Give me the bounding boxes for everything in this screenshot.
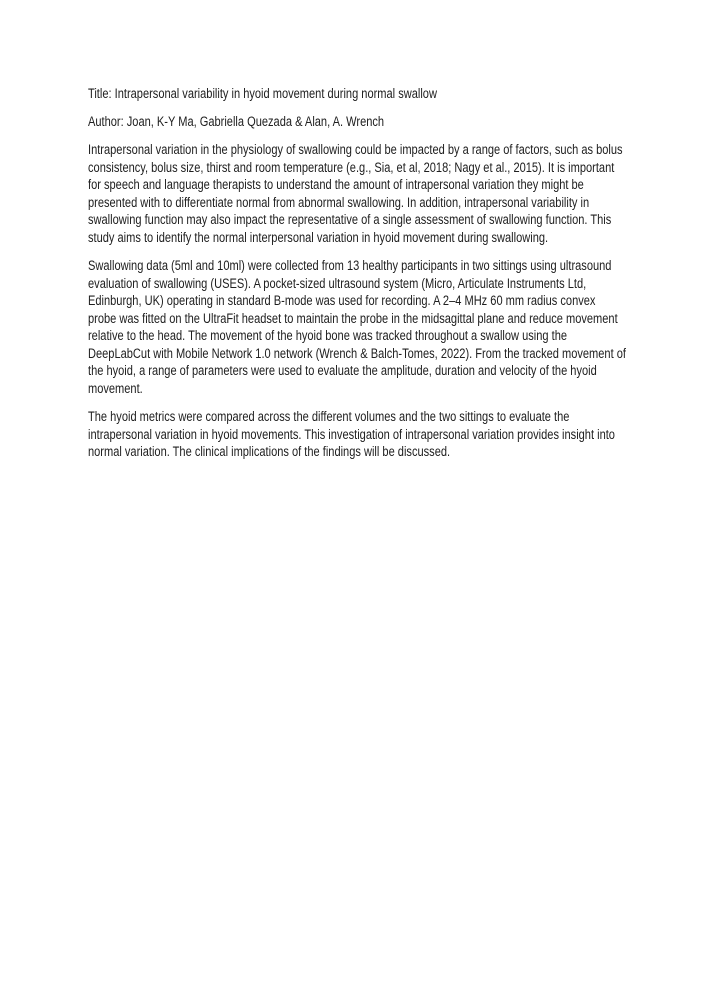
document-content	[88, 86, 626, 462]
document-author: Author: Joan, K-Y Ma, Gabriella Quezada & Alan, A. Wrench	[88, 113, 385, 130]
abstract-paragraph-1: Intrapersonal variation in the physiology of swallowing could be impacted by a range of factors, such as bolus consistency, bolus size, thirst and room temperature (e.g., Sia, et al, 2018; Nagy et al., 2015). It is important for speech and language therapists to understand the amount of intrapersonal variation they might be presented with to differentiate normal from abnormal swallowing. In addition, intrapersonal variability in swallowing function may also impact the representative of a single assessment of swallowing function. This study aims to identify the normal interpersonal variation in hyoid movement during swallowing.	[88, 141, 623, 246]
document-title: Title: Intrapersonal variability in hyoid movement during normal swallow	[88, 86, 437, 102]
abstract-paragraph-2: Swallowing data (5ml and 10ml) were collected from 13 healthy participants in two sittings using ultrasound evaluation of swallowing (USES). A pocket-sized ultrasound system (Micro, Articulate Instruments Ltd, Edinburgh, UK) operating in standard B-mode was used for recording. A 2–4 MHz 60 mm radius convex probe was fitted on the UltraFit headset to maintain the probe in the midsagittal plane and reduce movement relative to the head. The movement of the hyoid bone was tracked throughout a swallow using the DeepLabCut with Mobile Network 1.0 network (Wrench & Balch-Tomes, 2022). From the tracked movement of the hyoid, a range of parameters were used to evaluate the amplitude, duration and velocity of the hyoid movement.	[88, 257, 626, 398]
abstract-paragraph-3: The hyoid metrics were compared across the different volumes and the two sittings to evaluate the intrapersonal variation in hyoid movements. This investigation of intrapersonal variation provides insight into normal variation. The clinical implications of the findings will be discussed.	[88, 409, 615, 461]
